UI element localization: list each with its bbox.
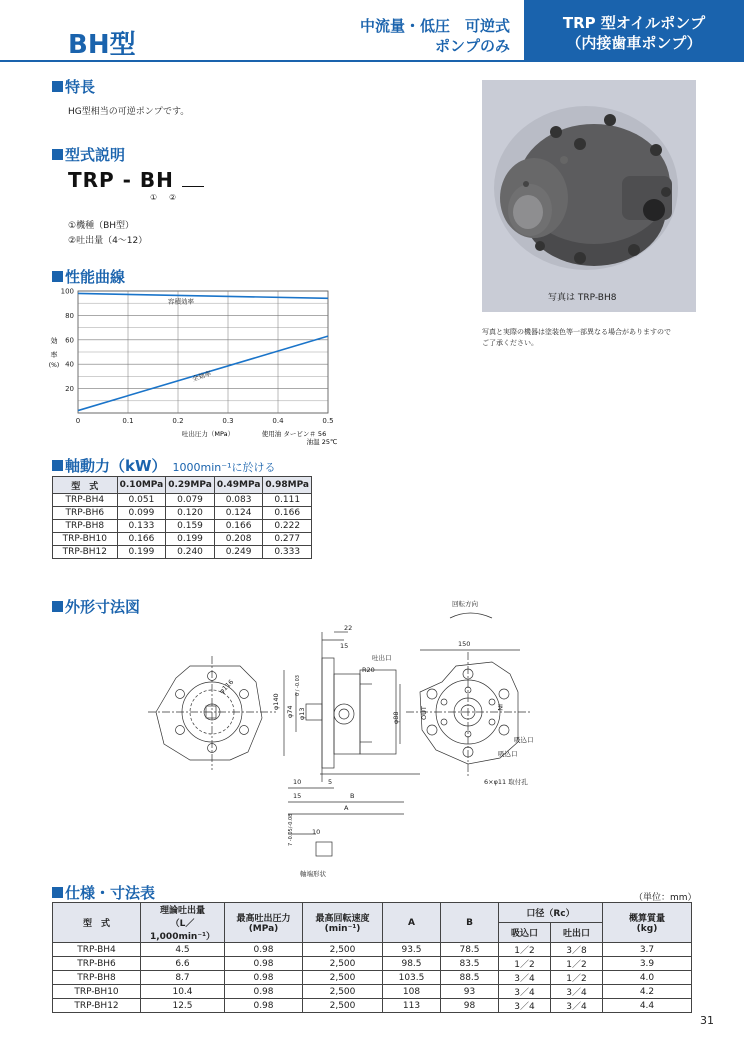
chart-series-label: 全効率 — [191, 369, 213, 384]
chart-ytick: 80 — [65, 311, 74, 320]
table-cell: 2,500 — [303, 957, 383, 971]
model-desc-heading: 型式説明 — [52, 144, 125, 165]
table-row — [53, 985, 692, 999]
series-subtitle — [330, 16, 510, 56]
table-row — [53, 533, 312, 546]
in-label: IN — [496, 704, 504, 711]
table-cell: 0.083 — [214, 494, 263, 507]
dim-key-10: 10 — [312, 828, 321, 836]
chart-xtick: 0.2 — [172, 417, 184, 425]
shaft-heading: 軸動力（kW） 1000min⁻¹に於ける — [52, 455, 275, 476]
table-row — [53, 546, 312, 559]
table-cell: 0.124 — [214, 507, 263, 520]
header-rule — [0, 60, 744, 62]
chart-ytick: 40 — [65, 360, 74, 369]
pump-image — [482, 80, 696, 312]
perf-heading: 性能曲線 — [52, 266, 125, 287]
col-header: 吸込口 — [499, 923, 551, 943]
table-cell: 3／4 — [499, 971, 551, 985]
col-header: A — [383, 903, 441, 943]
series-subtitle-line1: 中流量・低圧 可逆式 — [359, 17, 510, 35]
table-cell: 0.111 — [263, 494, 312, 507]
model-item-1: ①機種（BH型） — [68, 221, 135, 231]
table-cell: 0.099 — [117, 507, 166, 520]
dim-150: 150 — [458, 640, 471, 648]
col-header: 吐出口 — [551, 923, 603, 943]
rotation-label: 回転方向 — [452, 600, 478, 608]
dim-phi140: φ140 — [272, 693, 280, 710]
col-header: 0.10MPa — [117, 477, 166, 494]
table-cell: 10.4 — [141, 985, 225, 999]
chart-xlabel: 吐出圧力（MPa） — [181, 430, 235, 438]
dim-b: B — [350, 792, 355, 800]
col-header: 理論吐出量 （L／1,000min⁻¹） — [141, 903, 225, 943]
col-header: 口径（Rc） — [499, 903, 603, 923]
table-cell: 93.5 — [383, 943, 441, 957]
suction-inlet-label: 吸込口 — [514, 736, 534, 744]
table-cell: 0.159 — [166, 520, 215, 533]
table-cell: TRP-BH10 — [53, 533, 118, 546]
chart-xtick: 0.5 — [322, 417, 334, 425]
table-cell: 2,500 — [303, 999, 383, 1013]
chart-ylabel-1: 効 — [50, 337, 58, 345]
table-cell: 0.120 — [166, 507, 215, 520]
dim-10: 10 — [293, 778, 302, 786]
table-cell: 4.0 — [603, 971, 692, 985]
chart-ytick: 60 — [65, 336, 74, 345]
table-header-row — [53, 477, 312, 494]
page-number: 31 — [700, 1014, 714, 1027]
col-header: 最高回転速度 (min⁻¹) — [303, 903, 383, 943]
table-cell: 1／2 — [499, 943, 551, 957]
chart-note-1: 使用油 タービン＃ 56 — [261, 430, 327, 438]
category-box — [524, 0, 744, 60]
chart-xtick: 0.4 — [272, 417, 284, 425]
table-cell: 2,500 — [303, 971, 383, 985]
table-cell: TRP-BH4 — [53, 494, 118, 507]
table-cell: 3／4 — [499, 985, 551, 999]
table-cell: 3.7 — [603, 943, 692, 957]
table-cell: 1／2 — [499, 957, 551, 971]
col-header: 型 式 — [53, 477, 118, 494]
table-cell: TRP-BH6 — [53, 507, 118, 520]
shaft-power-table — [52, 476, 312, 559]
unit-label: （単位：mm） — [634, 893, 697, 903]
table-row — [53, 943, 692, 957]
table-cell: 2,500 — [303, 985, 383, 999]
chart-ylabel-2: 率 — [50, 351, 58, 359]
spec-heading: 仕様・寸法表 — [52, 882, 155, 903]
table-cell: 108 — [383, 985, 441, 999]
spec-table — [52, 902, 692, 1013]
col-header: 型 式 — [53, 903, 141, 943]
table-cell: 0.98 — [225, 985, 303, 999]
dim-5: 5 — [328, 778, 333, 786]
table-cell: 0.166 — [263, 507, 312, 520]
features-text: HG型相当の可逆ポンプです。 — [68, 107, 190, 117]
dim-key-tol: 7 -0.05/-0.08 — [288, 813, 294, 846]
table-cell: 0.199 — [166, 533, 215, 546]
table-cell: 1／2 — [551, 957, 603, 971]
table-cell: 0.98 — [225, 999, 303, 1013]
front-view — [148, 656, 276, 770]
table-cell: TRP-BH6 — [53, 957, 141, 971]
table-cell: 2,500 — [303, 943, 383, 957]
chart-series-label: 容積効率 — [168, 297, 194, 306]
table-cell: 0.98 — [225, 971, 303, 985]
table-row — [53, 999, 692, 1013]
dim-phi74-tol: 0 / -0.03 — [295, 675, 301, 696]
dim-15-top: 15 — [340, 642, 349, 650]
model-code: TRP - BH — [68, 168, 204, 192]
out-label: OUT — [420, 706, 428, 720]
discharge-label: 吐出口 — [372, 654, 392, 662]
model-item-2: ②吐出量（4～12） — [68, 236, 148, 246]
table-cell: 4.4 — [603, 999, 692, 1013]
holes-label: 6×φ11 取付孔 — [484, 778, 528, 786]
category-line2: （内接歯車ポンプ） — [566, 34, 702, 52]
table-cell: 3／8 — [551, 943, 603, 957]
dim-phi74: φ74 — [286, 705, 294, 718]
table-cell: 3／4 — [551, 985, 603, 999]
col-header: B — [441, 903, 499, 943]
table-cell: 0.133 — [117, 520, 166, 533]
photo-note-2: ご了承ください。 — [482, 339, 538, 347]
table-cell: 3／4 — [551, 999, 603, 1013]
table-cell: 83.5 — [441, 957, 499, 971]
table-cell: 0.249 — [214, 546, 263, 559]
table-cell: 0.277 — [263, 533, 312, 546]
col-header: 0.98MPa — [263, 477, 312, 494]
table-cell: 113 — [383, 999, 441, 1013]
table-cell: 0.208 — [214, 533, 263, 546]
rear-view — [406, 599, 534, 786]
table-cell: 0.079 — [166, 494, 215, 507]
category-line1: TRP 型オイルポンプ — [562, 14, 706, 32]
table-cell: 6.6 — [141, 957, 225, 971]
table-cell: 0.222 — [263, 520, 312, 533]
chart-xtick: 0.1 — [122, 417, 134, 425]
suction-label: 吸込口 — [498, 750, 518, 758]
series-subtitle-line2: ポンプのみ — [434, 37, 510, 55]
table-cell: TRP-BH10 — [53, 985, 141, 999]
table-cell: 78.5 — [441, 943, 499, 957]
table-cell: TRP-BH8 — [53, 971, 141, 985]
table-cell: 0.051 — [117, 494, 166, 507]
table-cell: 3／4 — [499, 999, 551, 1013]
dim-phi88: φ88 — [392, 711, 400, 724]
table-cell: 1／2 — [551, 971, 603, 985]
table-cell: 3.9 — [603, 957, 692, 971]
model-mark-2: ② — [169, 193, 177, 202]
chart-ytick: 100 — [60, 287, 74, 296]
page-title: BH型 — [68, 30, 136, 60]
table-cell: 0.166 — [117, 533, 166, 546]
dim-r20: R20 — [362, 666, 375, 674]
table-cell: 4.2 — [603, 985, 692, 999]
col-header: 概算質量 (kg) — [603, 903, 692, 943]
table-cell: 12.5 — [141, 999, 225, 1013]
table-cell: 0.98 — [225, 943, 303, 957]
dimension-drawing — [0, 592, 744, 882]
model-mark-1: ① — [150, 193, 158, 202]
product-photo — [482, 80, 696, 312]
photo-note-1: 写真と実際の機器は塗装色等一部異なる場合がありますので — [482, 328, 671, 336]
table-row — [53, 957, 692, 971]
features-heading: 特長 — [52, 76, 95, 97]
chart-ylabel-3: (%) — [48, 362, 60, 369]
photo-caption: 写真は TRP-BH8 — [548, 293, 617, 303]
chart-ytick: 20 — [65, 385, 74, 394]
table-cell: 0.199 — [117, 546, 166, 559]
dim-22: 22 — [344, 624, 353, 632]
table-row — [53, 971, 692, 985]
table-row — [53, 494, 312, 507]
chart-xtick: 0.3 — [222, 417, 234, 425]
dim-a: A — [344, 804, 349, 812]
table-row — [53, 520, 312, 533]
col-header: 0.29MPa — [166, 477, 215, 494]
table-cell: TRP-BH4 — [53, 943, 141, 957]
performance-chart — [40, 285, 350, 445]
dim-phi116: φ116 — [217, 677, 236, 696]
dims-heading: 外形寸法図 — [52, 596, 140, 617]
table-cell: 103.5 — [383, 971, 441, 985]
table-row — [53, 507, 312, 520]
table-cell: 88.5 — [441, 971, 499, 985]
dim-15-bottom: 15 — [293, 792, 302, 800]
table-cell: 0.240 — [166, 546, 215, 559]
chart-note-2: 油温 25℃ — [306, 438, 338, 445]
table-cell: 0.333 — [263, 546, 312, 559]
table-cell: TRP-BH8 — [53, 520, 118, 533]
side-view — [272, 624, 420, 878]
table-header-row — [53, 903, 692, 923]
table-cell: 4.5 — [141, 943, 225, 957]
dim-phi13: φ13 — [298, 707, 306, 720]
table-cell: 0.98 — [225, 957, 303, 971]
table-cell: 8.7 — [141, 971, 225, 985]
table-cell: 98 — [441, 999, 499, 1013]
chart-series-line — [78, 293, 328, 298]
col-header: 最高吐出圧力 (MPa) — [225, 903, 303, 943]
key-shape-label: 軸端形状 — [300, 870, 326, 878]
table-cell: TRP-BH12 — [53, 546, 118, 559]
table-cell: 0.166 — [214, 520, 263, 533]
table-cell: TRP-BH12 — [53, 999, 141, 1013]
table-cell: 98.5 — [383, 957, 441, 971]
table-cell: 93 — [441, 985, 499, 999]
chart-xtick: 0 — [75, 417, 81, 425]
col-header: 0.49MPa — [214, 477, 263, 494]
